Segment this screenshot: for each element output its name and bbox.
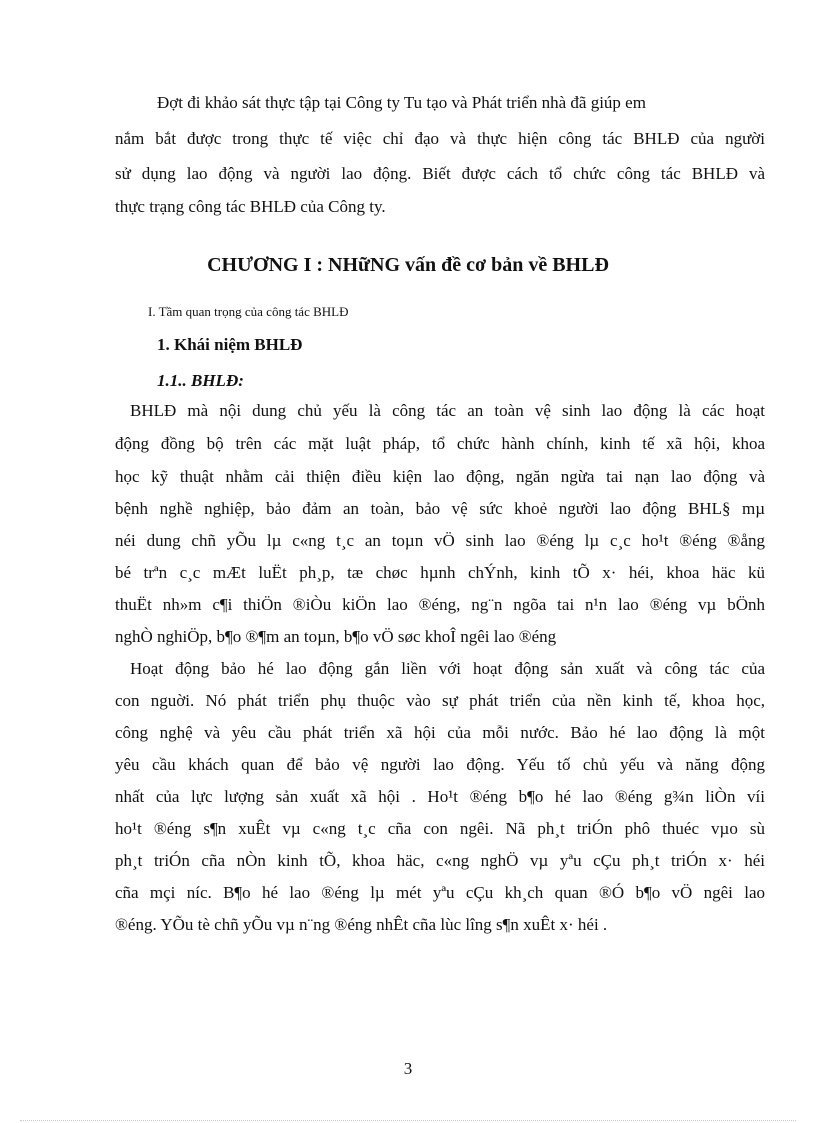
paragraph-line: nhất của lực lượng sản xuất xã hội . Ho¹t ®éng b¶o hé lao ®éng g¾n liÒn víi — [115, 787, 765, 806]
page-number: 3 — [403, 1059, 413, 1078]
paragraph-line: động đồng bộ trên các mặt luật pháp, tổ chức hành chính, kinh tế xã hội, khoa — [115, 434, 765, 453]
paragraph-line: bé trªn c¸c mÆt luËt ph¸p, tæ chøc hµnh chÝnh, kinh tÕ x· héi, khoa häc kü — [115, 563, 765, 582]
paragraph-line: bệnh nghề nghiệp, bảo đảm an toàn, bảo vệ sức khoẻ người lao động BHL§ mµ — [115, 499, 765, 518]
paragraph-line: thuËt nh»m c¶i thiÖn ®iÒu kiÖn lao ®éng, ng¨n ngõa tai n¹n lao ®éng vµ bÖnh — [115, 595, 765, 614]
intro-line: Đợt đi khảo sát thực tập tại Công ty Tu tạo và Phát triển nhà đã giúp em — [157, 93, 646, 112]
chapter-title: CHƯƠNG I : NHữNG vấn đề cơ bản về BHLĐ — [207, 254, 609, 276]
intro-line: nắm bắt được trong thực tế việc chỉ đạo và thực hiện công tác BHLĐ của người — [115, 129, 765, 148]
paragraph-line: học kỹ thuật nhằm cải thiện điều kiện lao động, ngăn ngừa tai nạn lao động và — [115, 467, 765, 486]
paragraph-line: nghÒ nghiÖp, b¶o ®¶m an toµn, b¶o vÖ søc khoÎ ngêi lao ®éng — [115, 627, 557, 646]
subsection-heading: 1. Khái niệm BHLĐ — [157, 335, 303, 354]
paragraph-line: công nghệ và yêu cầu phát triển xã hội của mỗi nước. Bảo hé lao động là một — [115, 723, 765, 742]
paragraph-line: cña mçi níc. B¶o hé lao ®éng lµ mét yªu cÇu kh¸ch quan ®Ó b¶o vÖ ngêi lao — [115, 883, 765, 902]
intro-line: thực trạng công tác BHLĐ của Công ty. — [115, 197, 386, 216]
paragraph-line: néi dung chñ yÕu lµ c«ng t¸c an toµn vÖ sinh lao ®éng lµ c¸c ho¹t ®éng ®ång — [115, 531, 765, 550]
subsubsection-heading: 1.1.. BHLĐ: — [157, 371, 244, 390]
paragraph-line: ph¸t triÓn cña nÒn kinh tÕ, khoa häc, c«ng nghÖ vµ yªu cÇu ph¸t triÓn x· héi — [115, 851, 765, 870]
paragraph-line: ®éng. YÕu tè chñ yÕu vµ n¨ng ®éng nhÊt cña lùc lîng s¶n xuÊt x· héi . — [115, 915, 608, 934]
intro-line: sử dụng lao động và người lao động. Biết được cách tổ chức công tác BHLĐ và — [115, 164, 765, 183]
section-heading: I. Tầm quan trọng của công tác BHLĐ — [148, 304, 349, 319]
paragraph-line: BHLĐ mà nội dung chủ yếu là công tác an toàn vệ sinh lao động là các hoạt — [130, 401, 765, 420]
paragraph-line: yêu cầu khách quan để bảo vệ người lao động. Yếu tố chủ yếu và năng động — [115, 755, 765, 774]
paragraph-line: Hoạt động bảo hé lao động gắn liền với hoạt động sản xuất và công tác của — [130, 659, 765, 678]
paragraph-line: ho¹t ®éng s¶n xuÊt vµ c«ng t¸c cña con ngêi. Nã ph¸t triÓn phô thuéc vµo sù — [115, 819, 765, 838]
paragraph-line: con nguời. Nó phát triển phụ thuộc vào sự phát triển của nền kinh tế, khoa học, — [115, 691, 765, 710]
page-bottom-divider — [20, 1120, 796, 1121]
